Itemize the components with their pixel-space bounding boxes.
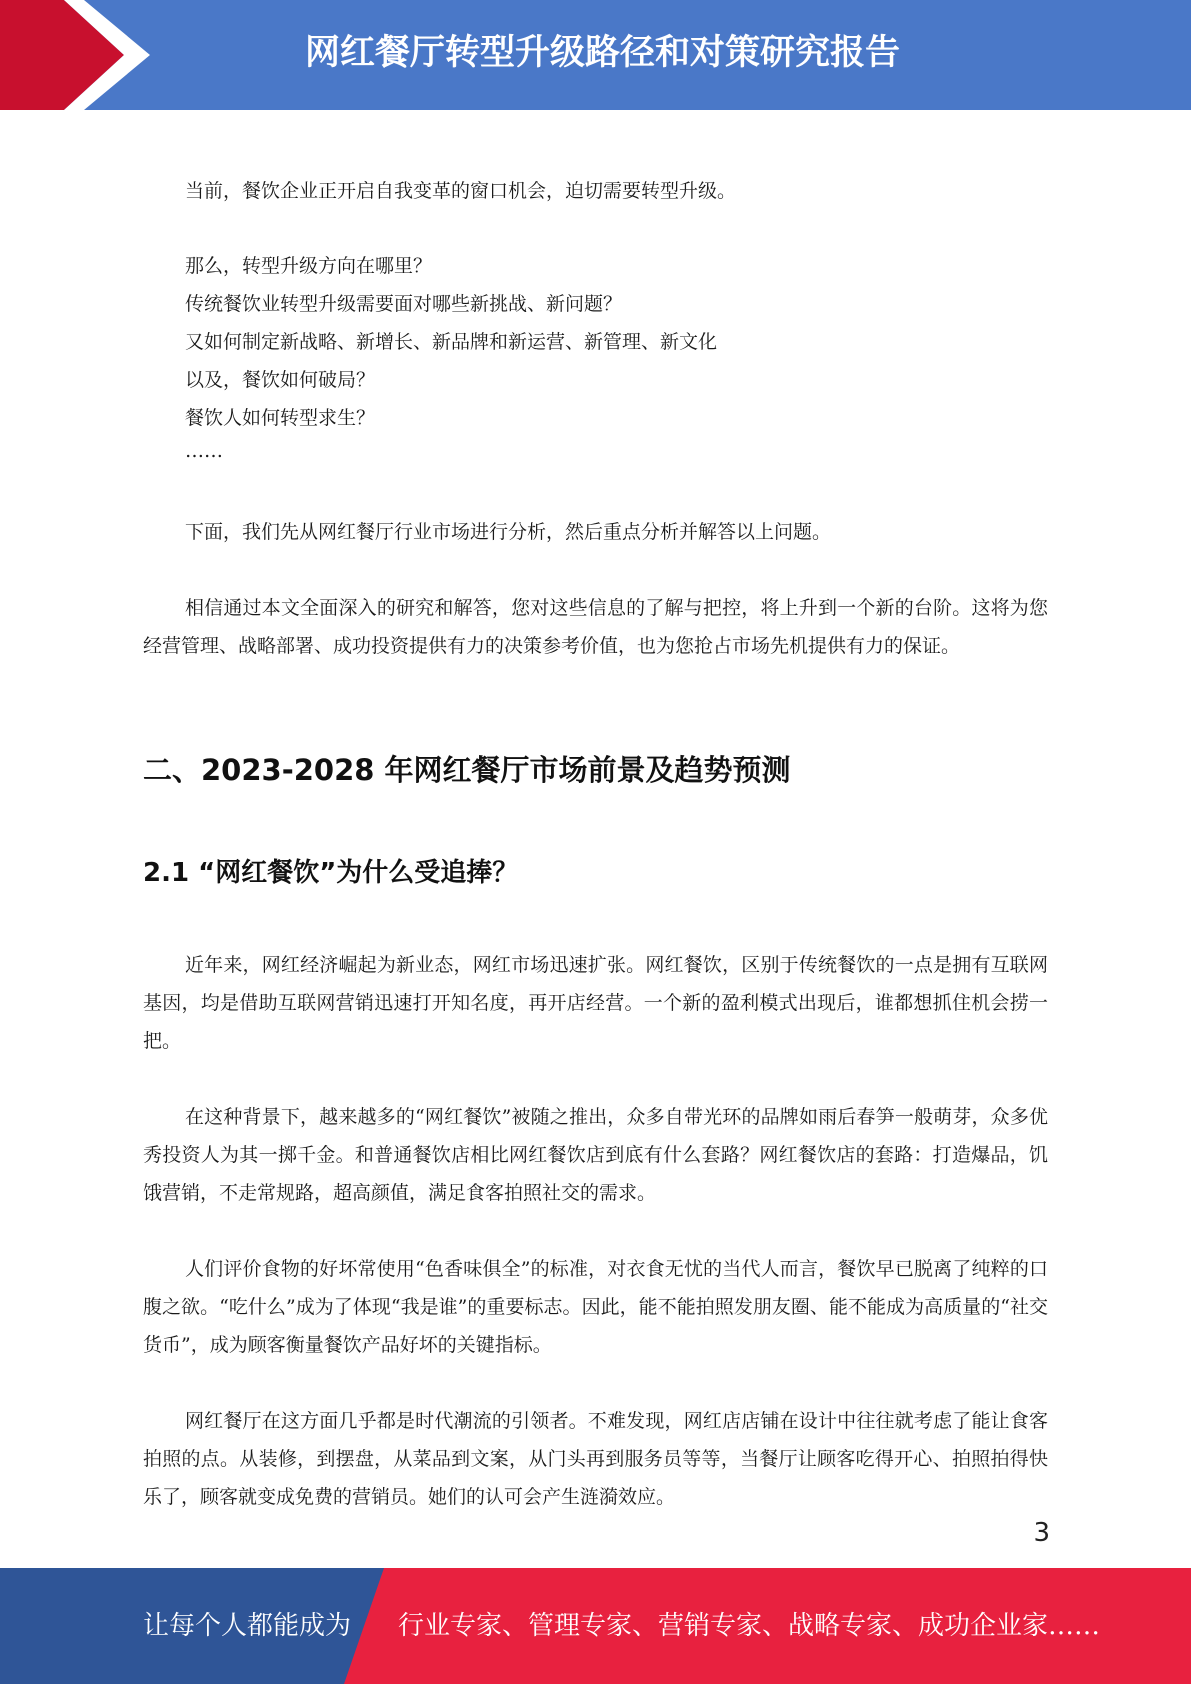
- section-paragraph: 人们评价食物的好坏常使用“色香味俱全”的标准，对衣食无忧的当代人而言，餐饮早已脱离了纯粹的口腹之欲。“吃什么”成为了体现“我是谁”的重要标志。因此，能不能拍照发朋友圈、能不能成为高质量的“社交货币”，成为顾客衡量餐饮产品好坏的关键指标。: [143, 1258, 1048, 1356]
- intro-question: 以及，餐饮如何破局？: [185, 369, 376, 391]
- intro-ellipsis: ……: [185, 440, 223, 462]
- section-2-heading: 二、2023-2028 年网红餐厅市场前景及趋势预测: [143, 753, 791, 787]
- page-number: 3: [1033, 1518, 1050, 1548]
- page-header: [0, 0, 1191, 110]
- intro-question: 餐饮人如何转型求生？: [185, 407, 376, 429]
- footer-slogan-left: 让每个人都能成为: [143, 1611, 352, 1641]
- intro-question: 又如何制定新战略、新增长、新品牌和新运营、新管理、新文化: [185, 331, 718, 353]
- footer-slogan-right: 行业专家、管理专家、营销专家、战略专家、成功企业家……: [398, 1611, 1101, 1641]
- intro-question: 传统餐饮业转型升级需要面对哪些新挑战、新问题？: [185, 293, 623, 315]
- section-paragraph: 在这种背景下，越来越多的“网红餐饮”被随之推出，众多自带光环的品牌如雨后春笋一般萌芽，众多优秀投资人为其一掷千金。和普通餐饮店相比网红餐饮店到底有什么套路？网红餐饮店的套路：打造爆品，饥饿营销，不走常规路，超高颜值，满足食客拍照社交的需求。: [143, 1106, 1048, 1204]
- intro-paragraph-1: 当前，餐饮企业正开启自我变革的窗口机会，迫切需要转型升级。: [185, 180, 737, 202]
- intro-question: 那么，转型升级方向在哪里？: [185, 255, 433, 277]
- section-2-1-heading: 2.1 “网红餐饮”为什么受追捧？: [143, 858, 519, 888]
- intro-paragraph-3: 相信通过本文全面深入的研究和解答，您对这些信息的了解与把控，将上升到一个新的台阶。这将为您经营管理、战略部署、成功投资提供有力的决策参考价值，也为您抢占市场先机提供有力的保证。: [143, 597, 1048, 657]
- page-footer: [0, 1568, 1191, 1684]
- intro-paragraph-2: 下面，我们先从网红餐厅行业市场进行分析，然后重点分析并解答以上问题。: [185, 521, 832, 543]
- section-paragraph: 网红餐厅在这方面几乎都是时代潮流的引领者。不难发现，网红店店铺在设计中往往就考虑了能让食客拍照的点。从装修，到摆盘，从菜品到文案，从门头再到服务员等等，当餐厅让顾客吃得开心、拍照拍得快乐了，顾客就变成免费的营销员。她们的认可会产生涟漪效应。: [143, 1410, 1048, 1508]
- section-paragraph: 近年来，网红经济崛起为新业态，网红市场迅速扩张。网红餐饮，区别于传统餐饮的一点是拥有互联网基因，均是借助互联网营销迅速打开知名度，再开店经营。一个新的盈利模式出现后，谁都想抓住机会捞一把。: [143, 954, 1048, 1052]
- document-title: 网红餐厅转型升级路径和对策研究报告: [304, 33, 900, 73]
